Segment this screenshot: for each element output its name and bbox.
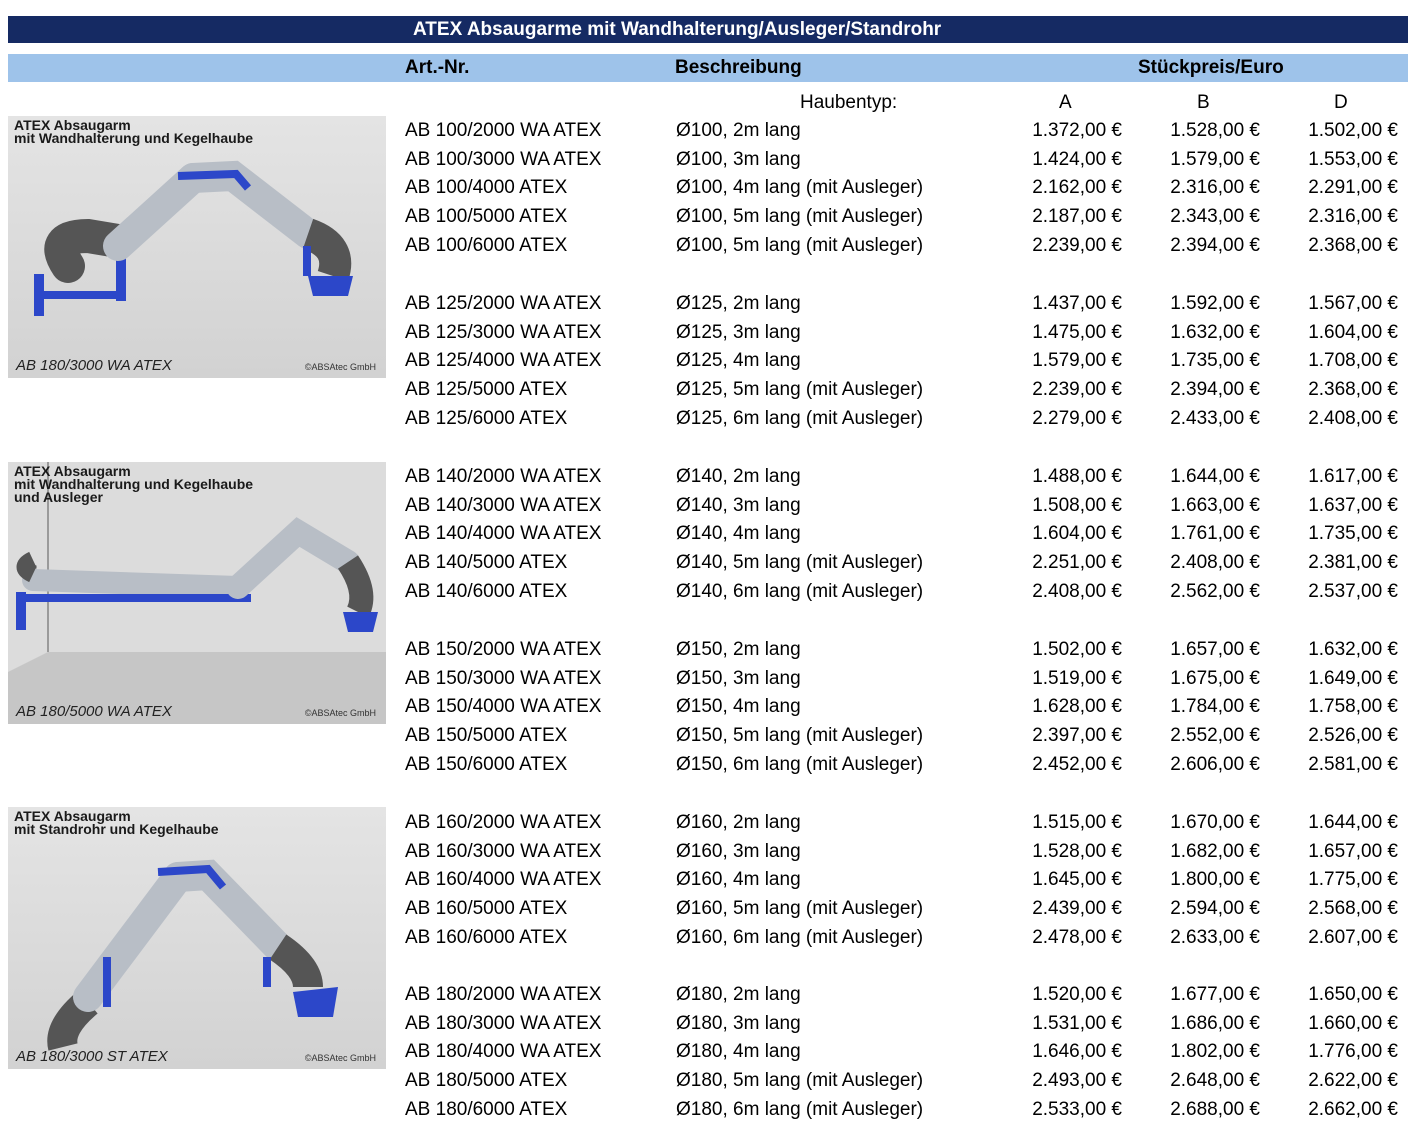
- art-nr-cell: AB 180/6000 ATEX: [405, 1098, 568, 1120]
- price-d-cell: 1.708,00 €: [1308, 350, 1398, 372]
- price-a-cell: 2.187,00 €: [1032, 206, 1122, 228]
- art-nr-cell: AB 140/5000 ATEX: [405, 552, 568, 574]
- price-b-cell: 1.800,00 €: [1170, 869, 1260, 891]
- price-d-cell: 2.662,00 €: [1308, 1098, 1398, 1120]
- description-cell: Ø150, 2m lang: [676, 639, 801, 660]
- art-nr-cell: AB 180/2000 WA ATEX: [405, 984, 602, 1005]
- price-b-cell: 2.394,00 €: [1170, 379, 1260, 401]
- art-nr-cell: AB 140/6000 ATEX: [405, 580, 568, 602]
- price-b-cell: 1.670,00 €: [1170, 812, 1260, 833]
- price-b-cell: 1.802,00 €: [1170, 1041, 1260, 1063]
- art-nr-cell: AB 100/4000 ATEX: [405, 177, 568, 199]
- price-a-cell: 1.579,00 €: [1032, 350, 1122, 372]
- art-nr-cell: AB 125/2000 WA ATEX: [405, 293, 602, 314]
- image-model-label: AB 180/3000 ST ATEX: [16, 1048, 168, 1065]
- price-d-cell: 1.502,00 €: [1308, 120, 1398, 141]
- description-cell: Ø100, 5m lang (mit Ausleger): [676, 234, 924, 256]
- description-cell: Ø160, 4m lang: [676, 869, 801, 891]
- header-art-nr: Art.-Nr.: [405, 57, 470, 78]
- price-a-cell: 2.239,00 €: [1032, 379, 1122, 401]
- price-d-cell: 1.776,00 €: [1308, 1041, 1398, 1063]
- art-nr-cell: AB 100/6000 ATEX: [405, 234, 568, 256]
- price-d-cell: 1.650,00 €: [1308, 984, 1398, 1005]
- price-d-cell: 1.637,00 €: [1308, 494, 1398, 516]
- price-b-cell: 1.592,00 €: [1170, 293, 1260, 314]
- title-bar: [8, 16, 1408, 43]
- price-b-cell: 2.594,00 €: [1170, 898, 1260, 920]
- description-cell: Ø160, 6m lang (mit Ausleger): [676, 926, 924, 948]
- product-image-wall-mount: [8, 116, 386, 378]
- price-d-cell: 2.526,00 €: [1308, 725, 1398, 747]
- image-copyright: ©ABSAtec GmbH: [304, 362, 376, 372]
- price-b-cell: 2.552,00 €: [1170, 725, 1260, 747]
- image-copyright: ©ABSAtec GmbH: [304, 708, 376, 718]
- price-b-cell: 2.316,00 €: [1170, 177, 1260, 199]
- price-a-cell: 2.439,00 €: [1032, 898, 1122, 920]
- price-d-cell: 1.758,00 €: [1308, 696, 1398, 718]
- price-d-cell: 1.632,00 €: [1308, 639, 1398, 660]
- price-a-cell: 1.628,00 €: [1032, 696, 1122, 718]
- price-d-cell: 2.408,00 €: [1308, 407, 1398, 429]
- description-cell: Ø180, 6m lang (mit Ausleger): [676, 1098, 924, 1120]
- header-beschreibung: Beschreibung: [675, 57, 802, 78]
- image-copyright: ©ABSAtec GmbH: [304, 1053, 376, 1063]
- description-cell: Ø100, 4m lang (mit Ausleger): [676, 177, 924, 199]
- header-stueckpreis: Stückpreis/Euro: [1138, 57, 1284, 78]
- price-b-cell: 1.675,00 €: [1170, 667, 1260, 689]
- description-cell: Ø180, 2m lang: [676, 984, 801, 1005]
- art-nr-cell: AB 160/3000 WA ATEX: [405, 840, 602, 862]
- price-b-cell: 2.433,00 €: [1170, 407, 1260, 429]
- price-d-cell: 1.644,00 €: [1308, 812, 1398, 833]
- art-nr-cell: AB 125/6000 ATEX: [405, 407, 568, 429]
- price-a-cell: 1.645,00 €: [1032, 869, 1122, 891]
- art-nr-cell: AB 140/2000 WA ATEX: [405, 466, 602, 487]
- price-b-cell: 2.633,00 €: [1170, 926, 1260, 948]
- price-b-cell: 2.562,00 €: [1170, 580, 1260, 602]
- description-cell: Ø150, 6m lang (mit Ausleger): [676, 753, 924, 775]
- description-cell: Ø180, 4m lang: [676, 1041, 801, 1063]
- price-a-cell: 1.519,00 €: [1032, 667, 1122, 689]
- haubentyp-d: D: [1334, 92, 1348, 113]
- price-a-cell: 1.424,00 €: [1032, 148, 1122, 170]
- description-cell: Ø160, 5m lang (mit Ausleger): [676, 898, 924, 920]
- art-nr-cell: AB 140/3000 WA ATEX: [405, 494, 602, 516]
- art-nr-cell: AB 150/2000 WA ATEX: [405, 639, 602, 660]
- price-b-cell: 1.632,00 €: [1170, 321, 1260, 343]
- art-nr-cell: AB 180/3000 WA ATEX: [405, 1012, 602, 1034]
- image-model-label: AB 180/5000 WA ATEX: [16, 703, 172, 720]
- price-a-cell: 2.493,00 €: [1032, 1070, 1122, 1092]
- price-a-cell: 1.508,00 €: [1032, 494, 1122, 516]
- description-cell: Ø150, 4m lang: [676, 696, 801, 718]
- art-nr-cell: AB 160/5000 ATEX: [405, 898, 568, 920]
- description-cell: Ø150, 5m lang (mit Ausleger): [676, 725, 924, 747]
- price-b-cell: 2.408,00 €: [1170, 552, 1260, 574]
- description-cell: Ø140, 2m lang: [676, 466, 801, 487]
- price-a-cell: 2.408,00 €: [1032, 580, 1122, 602]
- product-image-boom: [8, 462, 386, 724]
- art-nr-cell: AB 180/4000 WA ATEX: [405, 1041, 602, 1063]
- price-d-cell: 2.316,00 €: [1308, 206, 1398, 228]
- column-header-bar: [8, 54, 1408, 82]
- price-b-cell: 2.606,00 €: [1170, 753, 1260, 775]
- price-a-cell: 1.646,00 €: [1032, 1041, 1122, 1063]
- art-nr-cell: AB 160/2000 WA ATEX: [405, 812, 602, 833]
- price-a-cell: 1.531,00 €: [1032, 1012, 1122, 1034]
- art-nr-cell: AB 100/3000 WA ATEX: [405, 148, 602, 170]
- haubentyp-label: Haubentyp:: [800, 92, 898, 113]
- description-cell: Ø160, 2m lang: [676, 812, 801, 833]
- price-a-cell: 2.452,00 €: [1032, 753, 1122, 775]
- art-nr-cell: AB 100/5000 ATEX: [405, 206, 568, 228]
- description-cell: Ø180, 5m lang (mit Ausleger): [676, 1070, 924, 1092]
- art-nr-cell: AB 160/6000 ATEX: [405, 926, 568, 948]
- description-cell: Ø140, 5m lang (mit Ausleger): [676, 552, 924, 574]
- description-cell: Ø140, 3m lang: [676, 494, 801, 516]
- price-a-cell: 2.251,00 €: [1032, 552, 1122, 574]
- art-nr-cell: AB 150/4000 WA ATEX: [405, 696, 602, 718]
- description-cell: Ø125, 5m lang (mit Ausleger): [676, 379, 924, 401]
- description-cell: Ø125, 6m lang (mit Ausleger): [676, 407, 924, 429]
- image-caption: ATEX Absaugarm mit Standrohr und Kegelhaube: [14, 808, 219, 837]
- art-nr-cell: AB 150/3000 WA ATEX: [405, 667, 602, 689]
- art-nr-cell: AB 100/2000 WA ATEX: [405, 120, 602, 141]
- price-d-cell: 1.735,00 €: [1308, 523, 1398, 545]
- price-b-cell: 1.682,00 €: [1170, 840, 1260, 862]
- description-cell: Ø125, 2m lang: [676, 293, 801, 314]
- art-nr-cell: AB 150/5000 ATEX: [405, 725, 568, 747]
- haubentyp-a: A: [1059, 92, 1072, 113]
- price-b-cell: 1.644,00 €: [1170, 466, 1260, 487]
- description-cell: Ø140, 6m lang (mit Ausleger): [676, 580, 924, 602]
- price-a-cell: 2.533,00 €: [1032, 1098, 1122, 1120]
- art-nr-cell: AB 150/6000 ATEX: [405, 753, 568, 775]
- price-a-cell: 1.488,00 €: [1032, 466, 1122, 487]
- art-nr-cell: AB 160/4000 WA ATEX: [405, 869, 602, 891]
- price-b-cell: 1.761,00 €: [1170, 523, 1260, 545]
- price-a-cell: 2.478,00 €: [1032, 926, 1122, 948]
- price-d-cell: 1.604,00 €: [1308, 321, 1398, 343]
- description-cell: Ø125, 3m lang: [676, 321, 801, 343]
- price-a-cell: 1.372,00 €: [1032, 120, 1122, 141]
- price-b-cell: 1.663,00 €: [1170, 494, 1260, 516]
- price-a-cell: 2.239,00 €: [1032, 234, 1122, 256]
- price-b-cell: 1.686,00 €: [1170, 1012, 1260, 1034]
- price-d-cell: 2.381,00 €: [1308, 552, 1398, 574]
- price-d-cell: 2.291,00 €: [1308, 177, 1398, 199]
- price-b-cell: 2.394,00 €: [1170, 234, 1260, 256]
- price-a-cell: 2.279,00 €: [1032, 407, 1122, 429]
- page-title: ATEX Absaugarme mit Wandhalterung/Ausleger/Standrohr: [413, 19, 942, 40]
- price-b-cell: 1.528,00 €: [1170, 120, 1260, 141]
- price-b-cell: 1.657,00 €: [1170, 639, 1260, 660]
- price-a-cell: 1.437,00 €: [1032, 293, 1122, 314]
- description-cell: Ø125, 4m lang: [676, 350, 801, 372]
- price-d-cell: 2.537,00 €: [1308, 580, 1398, 602]
- art-nr-cell: AB 125/5000 ATEX: [405, 379, 568, 401]
- description-cell: Ø180, 3m lang: [676, 1012, 801, 1034]
- price-a-cell: 2.162,00 €: [1032, 177, 1122, 199]
- price-b-cell: 1.677,00 €: [1170, 984, 1260, 1005]
- price-d-cell: 1.775,00 €: [1308, 869, 1398, 891]
- art-nr-cell: AB 140/4000 WA ATEX: [405, 523, 602, 545]
- price-b-cell: 1.784,00 €: [1170, 696, 1260, 718]
- extraction-arm-illustration: [8, 116, 386, 378]
- product-image-standpipe: [8, 807, 386, 1069]
- art-nr-cell: AB 125/3000 WA ATEX: [405, 321, 602, 343]
- price-a-cell: 1.475,00 €: [1032, 321, 1122, 343]
- price-d-cell: 1.567,00 €: [1308, 293, 1398, 314]
- extraction-arm-standpipe-illustration: [8, 807, 386, 1069]
- price-a-cell: 1.515,00 €: [1032, 812, 1122, 833]
- description-cell: Ø100, 5m lang (mit Ausleger): [676, 206, 924, 228]
- haubentyp-b: B: [1197, 92, 1210, 113]
- price-a-cell: 1.604,00 €: [1032, 523, 1122, 545]
- price-d-cell: 2.581,00 €: [1308, 753, 1398, 775]
- price-d-cell: 1.657,00 €: [1308, 840, 1398, 862]
- price-d-cell: 1.553,00 €: [1308, 148, 1398, 170]
- description-cell: Ø100, 3m lang: [676, 148, 801, 170]
- description-cell: Ø150, 3m lang: [676, 667, 801, 689]
- price-b-cell: 2.343,00 €: [1170, 206, 1260, 228]
- price-d-cell: 2.607,00 €: [1308, 926, 1398, 948]
- image-caption: ATEX Absaugarm mit Wandhalterung und Kegelhaube und Ausleger: [14, 463, 254, 505]
- price-d-cell: 2.622,00 €: [1308, 1070, 1398, 1092]
- price-a-cell: 2.397,00 €: [1032, 725, 1122, 747]
- price-b-cell: 2.648,00 €: [1170, 1070, 1260, 1092]
- price-a-cell: 1.502,00 €: [1032, 639, 1122, 660]
- description-cell: Ø160, 3m lang: [676, 840, 801, 862]
- price-d-cell: 2.568,00 €: [1308, 898, 1398, 920]
- price-d-cell: 1.617,00 €: [1308, 466, 1398, 487]
- description-cell: Ø100, 2m lang: [676, 120, 801, 141]
- image-caption: ATEX Absaugarm mit Wandhalterung und Kegelhaube: [14, 117, 254, 146]
- image-model-label: AB 180/3000 WA ATEX: [16, 357, 172, 374]
- price-d-cell: 2.368,00 €: [1308, 234, 1398, 256]
- description-cell: Ø140, 4m lang: [676, 523, 801, 545]
- price-b-cell: 2.688,00 €: [1170, 1098, 1260, 1120]
- price-a-cell: 1.528,00 €: [1032, 840, 1122, 862]
- art-nr-cell: AB 180/5000 ATEX: [405, 1070, 568, 1092]
- price-a-cell: 1.520,00 €: [1032, 984, 1122, 1005]
- price-b-cell: 1.735,00 €: [1170, 350, 1260, 372]
- art-nr-cell: AB 125/4000 WA ATEX: [405, 350, 602, 372]
- price-d-cell: 1.649,00 €: [1308, 667, 1398, 689]
- price-d-cell: 2.368,00 €: [1308, 379, 1398, 401]
- price-d-cell: 1.660,00 €: [1308, 1012, 1398, 1034]
- price-b-cell: 1.579,00 €: [1170, 148, 1260, 170]
